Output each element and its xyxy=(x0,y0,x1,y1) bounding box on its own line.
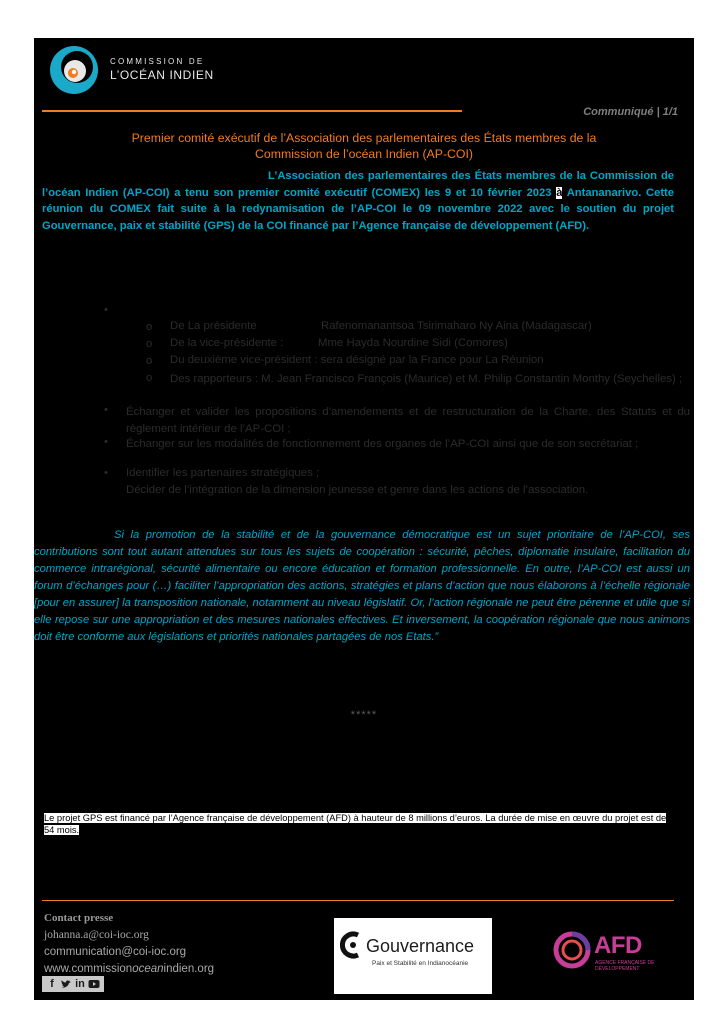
document-page xyxy=(34,38,694,1000)
contact-email-1[interactable]: johanna.a@coi-ioc.org xyxy=(44,929,149,941)
sub-marker: o xyxy=(146,321,153,333)
title-line2: Commission de l’océan Indien (AP-COI) xyxy=(254,147,473,161)
social-links xyxy=(42,976,104,992)
website-italic: ocean xyxy=(132,963,164,975)
afd-ring-icon xyxy=(552,930,592,975)
lead-text-2: Antananarivo. Cette réunion du COMEX fait suite à la redynamisation de l’AP-COI le 09 novembre 2022 avec le soutien du projet Gouvernance, paix et stabilité (GPS) de la COI financé par l’Agence française de développement (AFD). xyxy=(42,186,674,232)
linkedin-icon[interactable]: in xyxy=(75,978,85,990)
list-bullet: • xyxy=(104,467,108,479)
sub-item-label: De La présidente xyxy=(170,320,257,332)
sub-item-value: Mme Hayda Nourdine Sidi (Comores) xyxy=(318,337,508,349)
website-suffix: indien.org xyxy=(163,963,215,975)
list-item-last: Décider de l’intégration de la dimension jeunesse et genre dans les actions de l’association. xyxy=(126,484,589,496)
sub-marker: o xyxy=(146,355,153,367)
gouvernance-logo xyxy=(334,918,492,994)
list-bullet: • xyxy=(104,304,108,316)
list-item: Échanger sur les modalités de fonctionnement des organes de l’AP-COI ainsi que de son secrétariat ; xyxy=(126,438,639,450)
coi-logo-icon xyxy=(48,44,100,96)
page-title xyxy=(54,130,674,162)
website-prefix: www.commission xyxy=(44,963,133,975)
list-item: Identifier les partenaires stratégiques ; xyxy=(126,467,320,479)
footer-rule xyxy=(42,900,674,901)
gouvernance-wordmark: Gouvernance xyxy=(366,936,475,956)
separator-stars: ***** xyxy=(350,709,378,721)
afd-wordmark: AFD xyxy=(594,932,642,959)
sub-marker: o xyxy=(146,338,153,350)
footnote-text: Le projet GPS est financé par l’Agence française de développement (AFD) à hauteur de 8 millions d’euros. La durée de mise en œuvre du projet est de 54 mois. xyxy=(44,813,667,835)
list-item: Échanger et valider les propositions d’amendements et de restructuration de la Charte, des Statuts et du règlement intérieur de l’AP-COI ; xyxy=(126,406,690,435)
list-bullet: • xyxy=(104,404,108,416)
sub-item-text: Du deuxième vice-président : sera désigné par la France pour La Réunion xyxy=(170,354,544,366)
footnote xyxy=(44,812,670,836)
contact-block xyxy=(44,910,214,978)
sub-marker: o xyxy=(146,372,153,384)
title-line1: Premier comité exécutif de l’Association des parlementaires des États membres de la xyxy=(131,131,597,145)
header-rule xyxy=(42,110,462,112)
highlighted-word: à xyxy=(556,186,563,199)
lead-text-1: L’Association des parlementaires des États membres de la Commission de l’océan Indien (AP-COI) a tenu son premier comité exécutif (COMEX) les 9 et 10 février 2023 xyxy=(42,170,674,199)
twitter-icon[interactable] xyxy=(59,976,73,992)
quote-paragraph xyxy=(34,527,690,646)
afd-logo xyxy=(552,926,662,986)
communique-label: Communiqué | 1/1 xyxy=(583,106,678,118)
contact-title: Contact presse xyxy=(44,912,114,924)
gouvernance-tagline: Paix et Stabilité en Indianocéanie xyxy=(372,960,469,967)
youtube-icon[interactable] xyxy=(87,976,101,992)
sub-item-value: Rafenomanantsoa Tsirimaharo Ny Aina (Madagascar) xyxy=(321,320,592,332)
lead-paragraph xyxy=(42,168,674,234)
list-bullet: • xyxy=(104,436,108,448)
contact-email-2[interactable]: communication@coi-ioc.org xyxy=(44,946,187,958)
logo-wordmark xyxy=(110,58,214,81)
facebook-icon[interactable]: f xyxy=(50,978,54,990)
afd-tagline: AGENCE FRANÇAISE DE DÉVELOPPEMENT xyxy=(595,960,655,972)
quote-text: Si la promotion de la stabilité et de la gouvernance démocratique est un sujet prioritaire de l’AP-COI, ses contributions sont tout autant attendues sur tous les sujets de coopération : sécurité, pêches, diplomatie insulaire, facilitation du commerce intrarégional, sécurité alimentaire ou encore éducation et formation professionnelle. En outre, l’AP-COI est aussi un forum d’échanges pour (…) faciliter l’appropriation des actions, stratégies et plans d’action que nous élaborons à l’échelle régionale [pour en assurer] la transposition nationale, notamment au niveau législatif. Or, l’action régionale ne peut être pérenne et utile que si elle repose sur une appropriation et des mesures nationales effectives. Et inversement, la coopération régionale que nous animons doit être conforme aux législations et priorités nationales partagées de nos Etats.” xyxy=(34,529,690,643)
logo-line2: L’OCÉAN INDIEN xyxy=(110,68,214,82)
sub-item-text: Des rapporteurs : M. Jean Francisco François (Maurice) et M. Philip Constantin Monthy (Seychelles) ; xyxy=(170,373,683,385)
gouvernance-mark-icon xyxy=(340,930,366,965)
sub-item-label: De la vice-présidente : xyxy=(170,337,284,349)
logo-line1: COMMISSION DE xyxy=(110,57,205,66)
